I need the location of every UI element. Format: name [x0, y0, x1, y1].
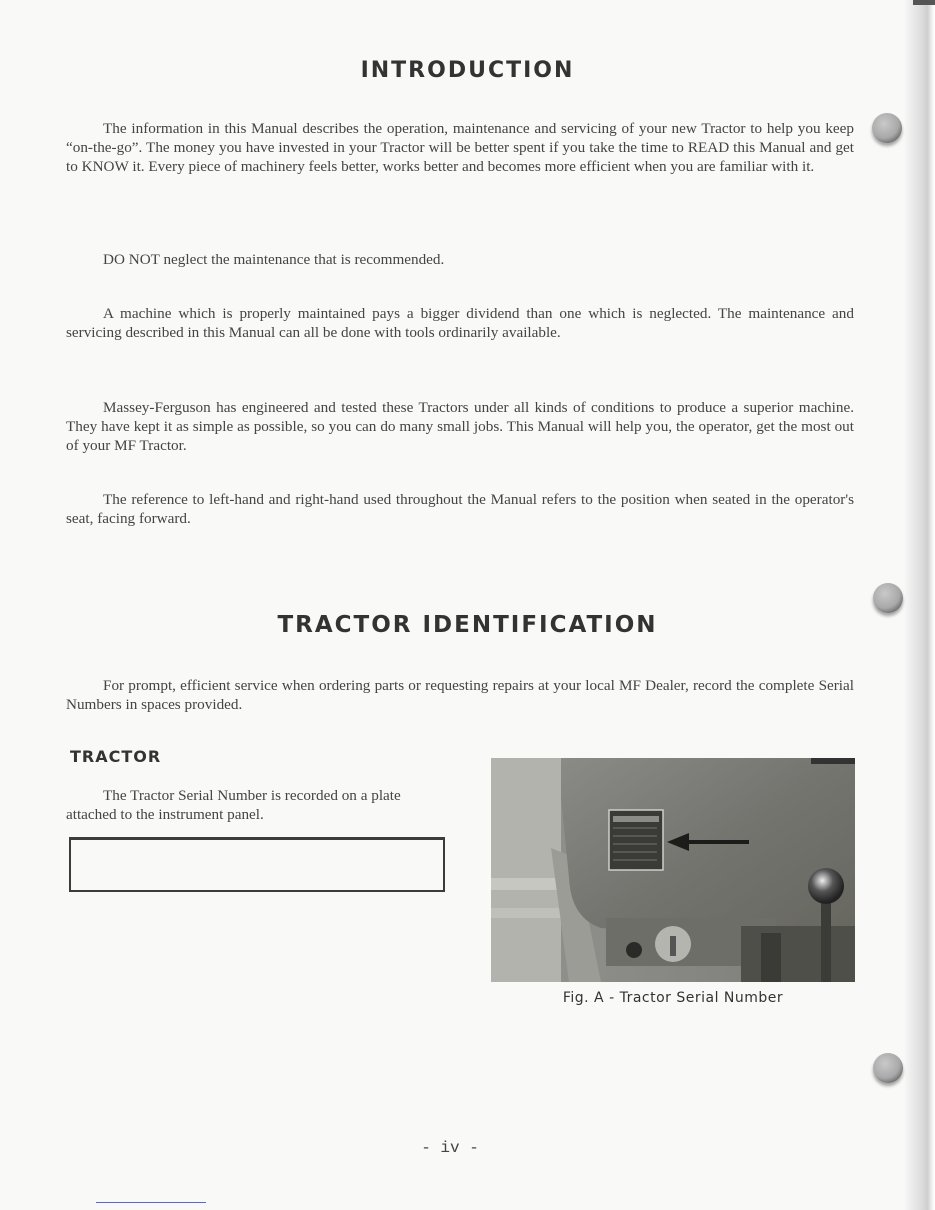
- paragraph-text: DO NOT neglect the maintenance that is recommended.: [103, 251, 445, 268]
- intro-paragraph: [66, 250, 854, 269]
- intro-paragraph: [66, 304, 854, 342]
- paragraph-text: Massey-Ferguson has engineered and tested these Tractors under all kinds of conditions to produce a superior machine. They have kept it as simple as possible, so you can do many small jobs. This Manual will help you, the operator, get the most out of your MF Tractor.: [66, 399, 854, 454]
- serial-number-entry-box[interactable]: [69, 837, 445, 892]
- identification-paragraph: [66, 676, 854, 714]
- intro-paragraph: [66, 398, 854, 455]
- paragraph-text: For prompt, efficient service when ordering parts or requesting repairs at your local MF Dealer, record the complete Serial Numbers in spaces provided.: [66, 677, 854, 713]
- tractor-panel-photo-icon: [491, 758, 855, 982]
- page-edge-shadow: [905, 0, 935, 1210]
- tractor-serial-photo: [491, 758, 855, 982]
- intro-paragraph: [66, 490, 854, 528]
- page-corner-mark: [913, 0, 935, 5]
- paragraph-text: A machine which is properly maintained pays a bigger dividend than one which is neglected. The maintenance and servicing described in this Manual can all be done with tools ordinarily available.: [66, 305, 854, 341]
- paragraph-text: The Tractor Serial Number is recorded on a plate attached to the instrument panel.: [66, 787, 401, 823]
- binder-hole-icon: [873, 1053, 903, 1083]
- paragraph-text: The information in this Manual describes the operation, maintenance and servicing of your new Tractor to help you keep “on-the-go”. The money you have invested in your Tractor will be better spent if you take the time to READ this Manual and get to KNOW it. Every piece of machinery feels better, works better and becomes more efficient when you are familiar with it.: [66, 120, 854, 175]
- introduction-heading: INTRODUCTION: [360, 58, 575, 83]
- page-number: - iv -: [421, 1139, 479, 1157]
- figure-caption: Fig. A - Tractor Serial Number: [562, 990, 784, 1006]
- scan-artifact-line: [96, 1202, 206, 1203]
- paragraph-text: The reference to left-hand and right-hand used throughout the Manual refers to the position when seated in the operator's seat, facing forward.: [66, 491, 854, 527]
- serial-location-text: [66, 786, 446, 824]
- binder-hole-icon: [872, 113, 902, 143]
- intro-paragraph: [66, 119, 854, 176]
- tractor-identification-heading: TRACTOR IDENTIFICATION: [277, 612, 658, 638]
- tractor-subheading: TRACTOR: [70, 747, 162, 766]
- binder-hole-icon: [873, 583, 903, 613]
